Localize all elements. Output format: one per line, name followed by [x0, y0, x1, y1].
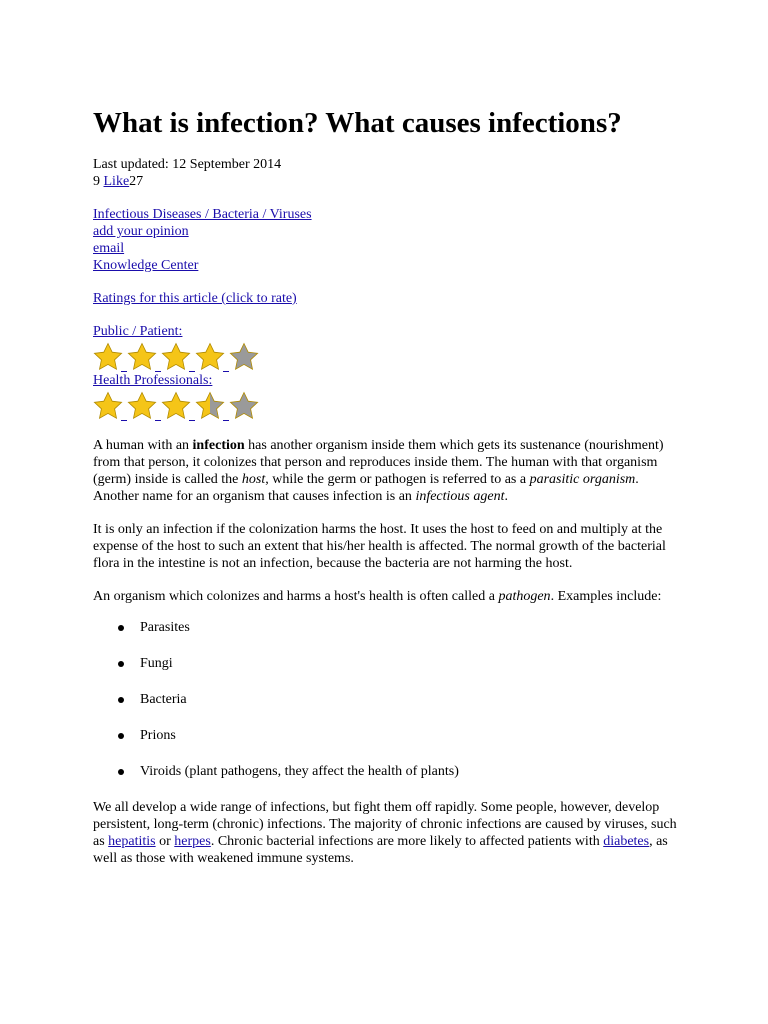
like-row	[93, 173, 683, 190]
list-item: Parasites	[140, 619, 683, 636]
text: . Chronic bacterial infections are more likely to affected patients with	[210, 834, 604, 849]
page-title: What is infection? What causes infections?	[93, 107, 622, 139]
diabetes-link[interactable]: diabetes	[603, 834, 650, 849]
star-icon[interactable]	[229, 391, 259, 421]
ratings-link[interactable]: Ratings for this article (click to rate)	[93, 291, 297, 306]
paragraph-4	[93, 799, 683, 867]
public-rating-label[interactable]: Public / Patient:	[93, 324, 183, 339]
star-icon[interactable]	[195, 342, 225, 372]
star-icon[interactable]	[161, 391, 191, 421]
bold-term: infection	[192, 438, 245, 453]
italic-term: host	[241, 472, 266, 487]
article	[93, 104, 683, 867]
like-count: 9	[93, 174, 104, 189]
text: An organism which colonizes and harms a host's health is often called a	[93, 589, 499, 604]
paragraph-1	[93, 437, 683, 505]
like-link[interactable]: Like	[103, 174, 130, 189]
article-meta	[93, 156, 683, 190]
italic-term: infectious agent	[415, 489, 505, 504]
paragraph-2: It is only an infection if the colonization harms the host. It uses the host to feed on and multiply at the expense of the host to such an extent that his/her health is affected. The normal growth of the bacterial flora in the intestine is not an infection, because the bacteria are not harming the host.	[93, 522, 666, 571]
ratings-header	[93, 290, 683, 307]
star-icon[interactable]	[93, 391, 123, 421]
text: A human with an	[93, 438, 193, 453]
text: We all develop a wide range of infections, but fight them off rapidly. Some people, however, develop persistent, long-term (chronic) infections. The majority of chronic infections are caused by viruses, such as	[93, 800, 677, 849]
list-item: Prions	[140, 727, 683, 744]
text: .	[504, 489, 508, 504]
herpes-link[interactable]: herpes	[174, 834, 211, 849]
pro-rating-label[interactable]: Health Professionals:	[93, 373, 213, 388]
like-count-2: 27	[129, 174, 144, 189]
add-opinion-link[interactable]: add your opinion	[93, 224, 189, 239]
email-link[interactable]: email	[93, 241, 125, 256]
star-icon[interactable]	[161, 342, 191, 372]
article-links	[93, 206, 683, 274]
list-item: Viroids (plant pathogens, they affect the health of plants)	[140, 763, 683, 780]
star-icon[interactable]	[127, 391, 157, 421]
examples-list	[93, 619, 683, 780]
list-item: Bacteria	[140, 691, 683, 708]
text: . Another name for an organism that causes infection is an	[93, 472, 639, 504]
ratings-section	[93, 323, 683, 421]
italic-term: pathogen	[498, 589, 551, 604]
text: has another organism inside them which gets its sustenance (nourishment) from that person, it colonizes that person and reproduces inside them. The human with that organism (germ) inside is called the	[93, 438, 664, 487]
hepatitis-link[interactable]: hepatitis	[108, 834, 156, 849]
public-rating-stars[interactable]	[93, 340, 683, 372]
text: . Examples include:	[550, 589, 662, 604]
star-icon[interactable]	[195, 391, 225, 421]
italic-term: parasitic organism	[529, 472, 636, 487]
star-icon[interactable]	[127, 342, 157, 372]
pro-rating-stars[interactable]	[93, 389, 683, 421]
star-icon[interactable]	[93, 342, 123, 372]
text: or	[155, 834, 175, 849]
list-item: Fungi	[140, 655, 683, 672]
text: , while the germ or pathogen is referred to as a	[265, 472, 530, 487]
star-icon[interactable]	[229, 342, 259, 372]
text: , as well as those with weakened immune systems.	[93, 834, 668, 866]
category-link[interactable]: Infectious Diseases / Bacteria / Viruses	[93, 207, 312, 222]
last-updated: Last updated: 12 September 2014	[93, 157, 282, 172]
paragraph-3	[93, 588, 683, 605]
knowledge-center-link[interactable]: Knowledge Center	[93, 258, 199, 273]
